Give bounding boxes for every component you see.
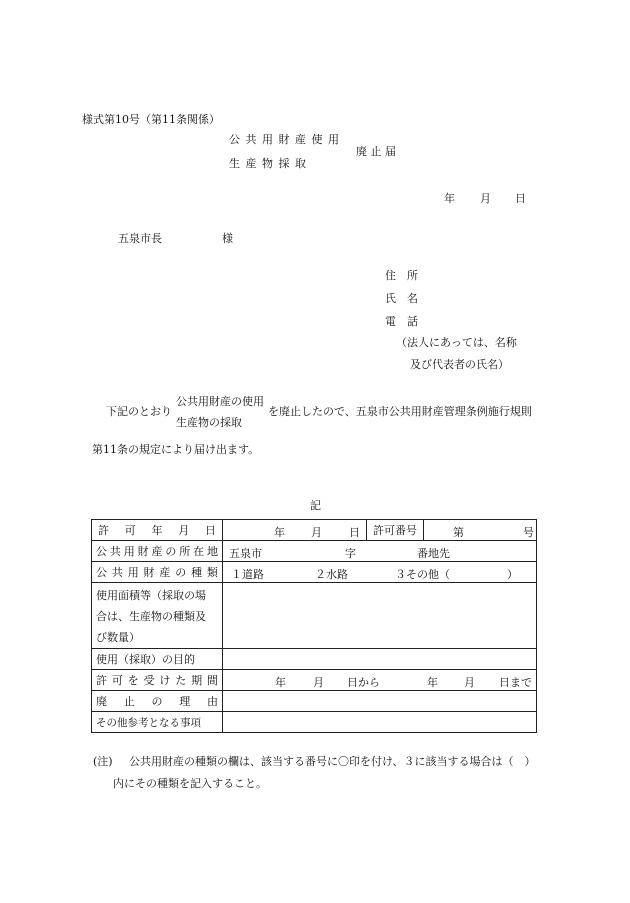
- label-other-text: その他参考となる事項: [96, 716, 201, 729]
- label-area: [92, 583, 223, 649]
- permit-date-cell[interactable]: [223, 520, 537, 541]
- location-banchi: 番地先: [417, 547, 450, 560]
- form-number: 様式第10号（第11条関係）: [82, 113, 220, 126]
- addressee-name: 五泉市長: [118, 232, 162, 245]
- body-suffix: を廃止したので、五泉市公共用財産管理条例施行規則: [268, 405, 532, 418]
- label-char: 可: [111, 674, 123, 687]
- table-row-location: [92, 541, 537, 562]
- label-purpose: [92, 649, 223, 670]
- label-char: 廃: [96, 695, 107, 708]
- table-row-purpose: [92, 649, 537, 670]
- ki-heading: 記: [310, 499, 321, 512]
- label-char: 許: [96, 674, 107, 687]
- table-row-permit-date: [92, 520, 537, 541]
- label-char: け: [159, 674, 171, 687]
- label-area-line-1: 使用面積等（採取の場: [96, 589, 206, 602]
- date-month: 月: [480, 192, 491, 205]
- body-line-2: 第11条の規定により届け出ます。: [92, 443, 260, 456]
- label-char: 間: [206, 674, 218, 687]
- label-char: 止: [123, 695, 135, 708]
- label-char: 財: [143, 566, 155, 579]
- note-line-2: 内にその種類を記入すること。: [113, 777, 267, 790]
- permit-no-label-cell: [366, 520, 424, 540]
- label-char: 月: [178, 524, 190, 537]
- address-label: 住 所: [385, 269, 418, 282]
- label-reason: [92, 691, 223, 712]
- corp-note-1: （法人にあっては、名称: [396, 336, 517, 349]
- label-char: た: [175, 674, 187, 687]
- area-value-cell[interactable]: [223, 583, 537, 649]
- label-char: 類: [206, 566, 218, 579]
- permit-no-go: 号: [523, 526, 534, 539]
- label-char: 受: [143, 674, 155, 687]
- table-row-kind: [92, 562, 537, 583]
- period-day-2: 日まで: [499, 676, 532, 689]
- corp-note-2: 及び代表者の氏名）: [410, 358, 509, 371]
- other-value-cell[interactable]: [223, 712, 537, 733]
- body-prefix: 下記のとおり: [106, 405, 172, 418]
- label-area-line-3: び数量）: [96, 631, 140, 644]
- permit-no-value[interactable]: [424, 520, 536, 540]
- label-char: 期: [191, 674, 203, 687]
- note-prefix: (注): [93, 755, 113, 768]
- period-value-cell[interactable]: [223, 670, 537, 691]
- label-char: 所: [179, 545, 191, 558]
- permit-no-dai: 第: [453, 526, 464, 539]
- period-month-2: 月: [464, 676, 475, 689]
- table-row-other: [92, 712, 537, 733]
- label-char: 共: [111, 566, 123, 579]
- body-option-2: 生産物の採取: [176, 416, 242, 429]
- label-permit-date: [92, 520, 223, 541]
- body-option-1: 公共用財産の使用: [176, 395, 264, 408]
- label-char: 在: [193, 545, 205, 558]
- title-suffix: 廃 止 届: [356, 145, 396, 158]
- label-char: 公: [96, 545, 107, 558]
- location-aza: 字: [345, 547, 356, 560]
- date-year: 年: [444, 192, 455, 205]
- label-char: 産: [159, 566, 171, 579]
- purpose-value-cell[interactable]: [223, 649, 537, 670]
- permit-year: 年: [274, 526, 285, 539]
- label-location: [92, 541, 223, 562]
- permit-month: 月: [311, 526, 322, 539]
- label-char: 財: [137, 545, 149, 558]
- kind-option-other[interactable]: ３その他（: [395, 568, 450, 581]
- label-char: の: [151, 695, 163, 708]
- note-line-1: 公共用財産の種類の欄は、該当する番号に〇印を付け、３に該当する場合は（ ）: [129, 755, 536, 768]
- label-kind: [92, 562, 223, 583]
- application-table: [91, 519, 537, 733]
- kind-value-cell[interactable]: [223, 562, 537, 583]
- label-char: 許: [98, 524, 109, 537]
- table-row-period: [92, 670, 537, 691]
- phone-label: 電 話: [385, 315, 418, 328]
- period-year-2: 年: [427, 676, 438, 689]
- table-row-reason: [92, 691, 537, 712]
- name-label: 氏 名: [385, 292, 418, 305]
- location-value-cell[interactable]: [223, 541, 537, 562]
- label-char: 可: [124, 524, 136, 537]
- reason-value-cell[interactable]: [223, 691, 537, 712]
- label-char: 理: [179, 695, 191, 708]
- label-area-line-2: 合は、生産物の種類及: [96, 610, 206, 623]
- label-char: を: [127, 674, 139, 687]
- permit-no-label: 許可番号: [373, 524, 417, 537]
- permit-day: 日: [349, 526, 360, 539]
- label-char: の: [175, 566, 187, 579]
- kind-option-waterway[interactable]: ２水路: [315, 568, 348, 581]
- label-char: 由: [207, 695, 218, 708]
- label-period: [92, 670, 223, 691]
- label-char: の: [165, 545, 177, 558]
- label-char: 種: [191, 566, 203, 579]
- kind-option-road[interactable]: １道路: [231, 568, 264, 581]
- addressee-honorific: 様: [222, 232, 233, 245]
- label-char: 公: [96, 566, 107, 579]
- label-char: 用: [127, 566, 139, 579]
- title-line-2: 生 産 物 採 取: [229, 157, 307, 170]
- title-line-1: 公 共 用 財 産 使 用: [229, 133, 340, 146]
- label-purpose-text: 使用（採取）の目的: [96, 653, 195, 666]
- label-other: [92, 712, 223, 733]
- period-year-1: 年: [275, 676, 286, 689]
- table-row-area: [92, 583, 537, 649]
- label-char: 日: [205, 524, 216, 537]
- kind-option-other-close: ）: [507, 568, 518, 581]
- date-day: 日: [515, 192, 526, 205]
- label-char: 産: [151, 545, 163, 558]
- period-month-1: 月: [313, 676, 324, 689]
- label-char: 用: [123, 545, 135, 558]
- label-char: 地: [207, 545, 218, 558]
- location-city: 五泉市: [229, 547, 262, 560]
- period-day-1: 日から: [347, 676, 380, 689]
- label-char: 年: [151, 524, 163, 537]
- label-char: 共: [109, 545, 121, 558]
